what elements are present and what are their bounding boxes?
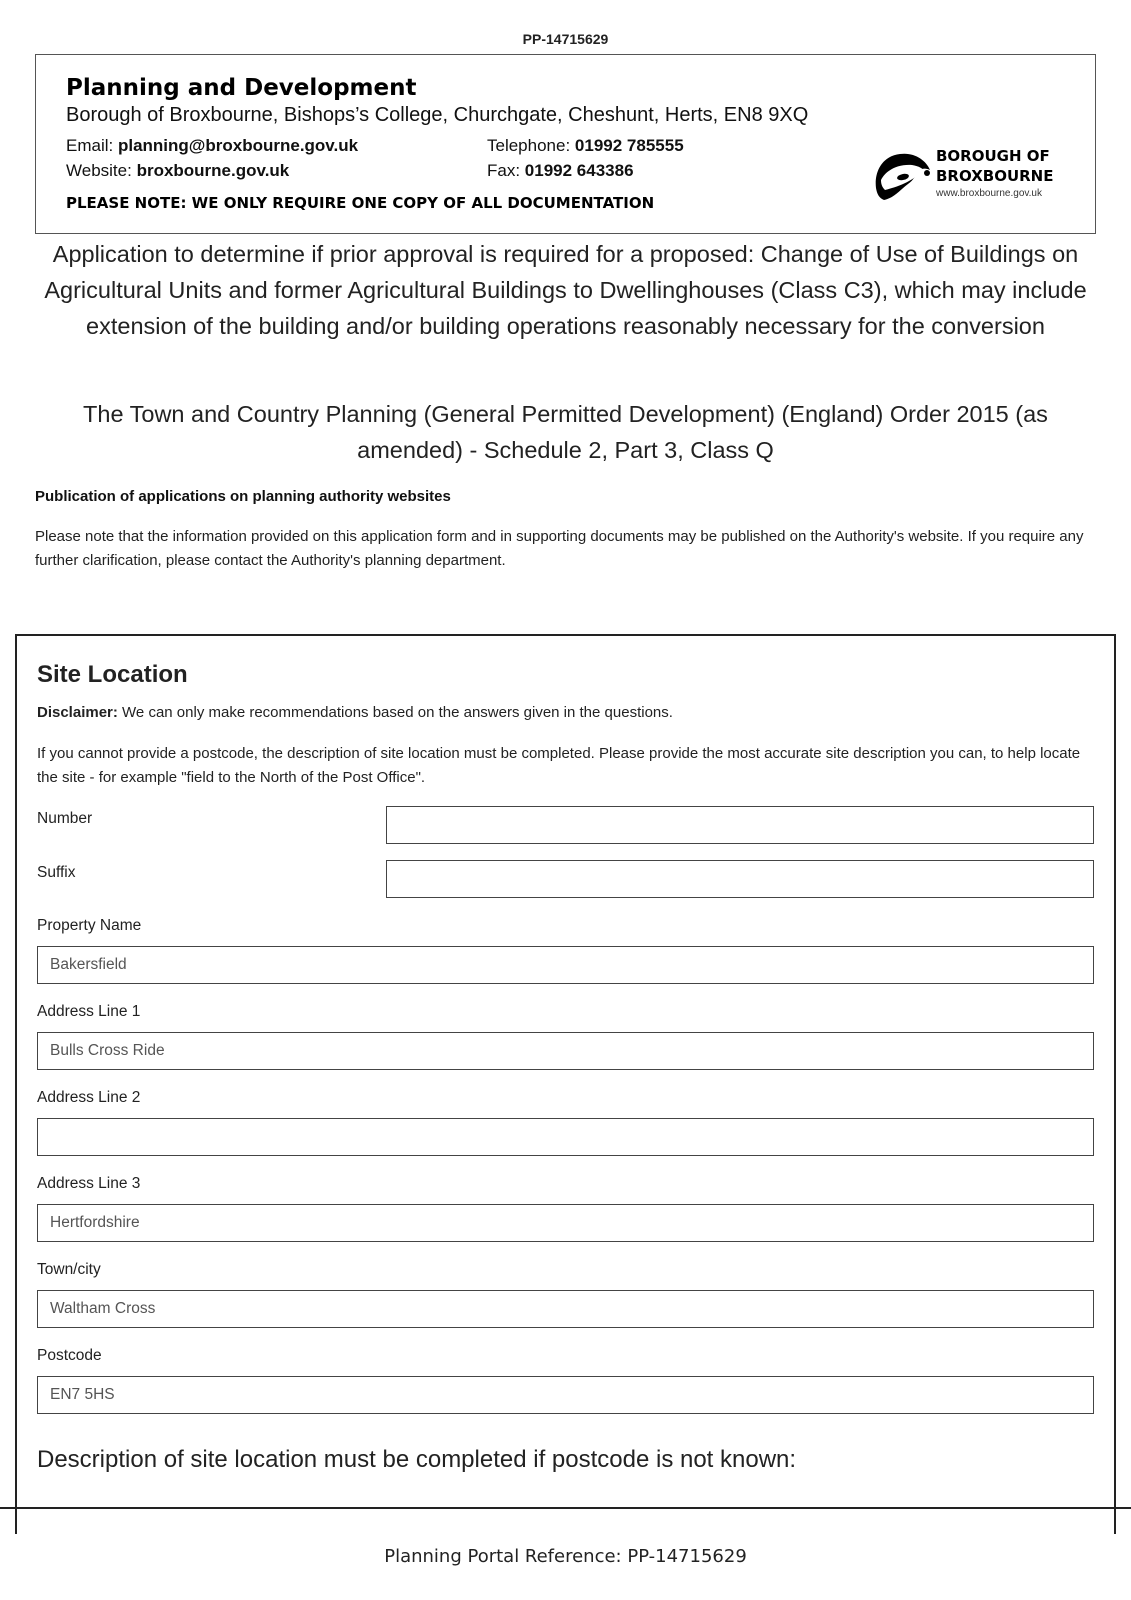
documentation-note: PLEASE NOTE: WE ONLY REQUIRE ONE COPY OF ALL DOCUMENTATION xyxy=(66,194,655,212)
email-label: Email: xyxy=(66,136,114,155)
badger-icon xyxy=(872,148,934,204)
disclaimer xyxy=(37,704,673,721)
council-header xyxy=(35,54,1096,234)
disclaimer-text: We can only make recommendations based on the answers given in the questions. xyxy=(122,704,673,721)
website-label: Website: xyxy=(66,161,132,180)
telephone-value: 01992 785555 xyxy=(574,136,684,155)
logo-line-1: BOROUGH OF xyxy=(936,147,1050,165)
fax-value: 01992 643386 xyxy=(524,161,634,180)
legislation-subtitle: The Town and Country Planning (General Permitted Development) (England) Order 2015 (as amended) - Schedule 2, Part 3, Class Q xyxy=(83,401,1048,463)
telephone-line xyxy=(487,136,684,156)
telephone-label: Telephone: xyxy=(487,136,571,155)
email-link[interactable]: planning@broxbourne.gov.uk xyxy=(117,136,359,155)
postcode-guidance: If you cannot provide a postcode, the description of site location must be completed. Please provide the most accurate site description you can, to help locate the site - for example "field to the North of the Post Office". xyxy=(37,745,1081,786)
application-title: Application to determine if prior approval is required for a proposed: Change of Use of Buildings on Agricultural Units and former Agricultural Buildings to Dwellinghouses (Class C3), which may include extension of the building and/or building operations reasonably necessary for the conversion xyxy=(44,241,1087,339)
postcode-label: Postcode xyxy=(37,1347,102,1364)
address-line-3-field[interactable]: Hertfordshire xyxy=(37,1204,1094,1242)
fax-label: Fax: xyxy=(487,161,521,180)
logo-line-2: BROXBOURNE xyxy=(936,167,1054,185)
logo-wordmark xyxy=(936,146,1053,186)
top-reference: PP-14715629 xyxy=(522,31,609,47)
publication-text: Please note that the information provided on this application form and in supporting documents may be published on the Authority's website. If you require any further clarification, please contact the Authority's planning department. xyxy=(35,528,1084,569)
postcode-field[interactable]: EN7 5HS xyxy=(37,1376,1094,1414)
site-location-title: Site Location xyxy=(37,661,188,688)
address-line-2-label: Address Line 2 xyxy=(37,1089,141,1106)
number-field[interactable] xyxy=(386,806,1094,844)
address-line-3-label: Address Line 3 xyxy=(37,1175,141,1192)
town-city-field[interactable]: Waltham Cross xyxy=(37,1290,1094,1328)
description-heading: Description of site location must be completed if postcode is not known: xyxy=(37,1446,797,1473)
number-label: Number xyxy=(37,810,93,827)
website-line xyxy=(66,161,289,181)
address-line-1-label: Address Line 1 xyxy=(37,1003,141,1020)
email-line xyxy=(66,136,358,156)
borough-logo xyxy=(872,146,1072,206)
address-line-1-field[interactable]: Bulls Cross Ride xyxy=(37,1032,1094,1070)
publication-heading: Publication of applications on planning authority websites xyxy=(35,488,451,505)
website-link[interactable]: broxbourne.gov.uk xyxy=(136,161,290,180)
disclaimer-label: Disclaimer: xyxy=(37,704,118,721)
fax-line xyxy=(487,161,634,181)
header-title: Planning and Development xyxy=(66,75,417,101)
footer-reference: Planning Portal Reference: PP-14715629 xyxy=(384,1546,747,1567)
address-line-2-field[interactable] xyxy=(37,1118,1094,1156)
suffix-field[interactable] xyxy=(386,860,1094,898)
property-name-field[interactable]: Bakersfield xyxy=(37,946,1094,984)
suffix-label: Suffix xyxy=(37,864,76,881)
footer-divider xyxy=(0,1507,1131,1509)
town-city-label: Town/city xyxy=(37,1261,101,1278)
logo-url: www.broxbourne.gov.uk xyxy=(936,188,1042,199)
property-name-label: Property Name xyxy=(37,917,142,934)
header-address: Borough of Broxbourne, Bishops’s College, Churchgate, Cheshunt, Herts, EN8 9XQ xyxy=(66,104,809,126)
